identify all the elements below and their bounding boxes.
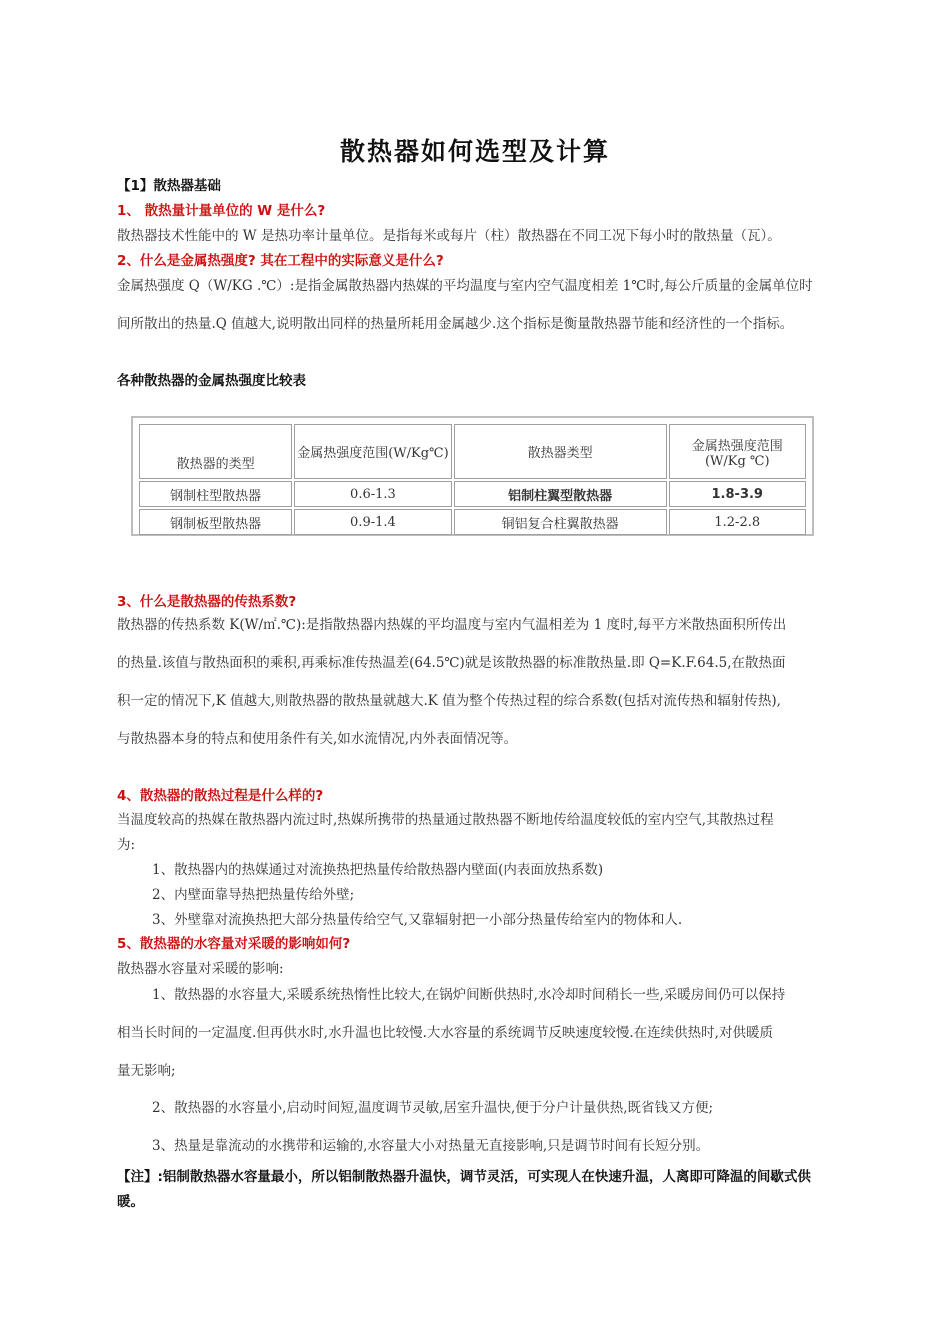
table-header-cell: 金属热强度范围(W/Kg℃)	[294, 424, 451, 479]
table-header-cell: 散热器的类型	[139, 424, 292, 479]
answer-5-intro: 散热器水容量对采暖的影响:	[117, 961, 284, 977]
table-cell: 1.2-2.8	[669, 509, 807, 535]
note-line: 【注】:铝制散热器水容量最小，所以铝制散热器升温快，调节灵活，可实现人在快速升温，人离即可降温的间歇式供	[117, 1169, 811, 1185]
question-3: 3、什么是散热器的传热系数?	[117, 594, 297, 610]
table-row	[139, 509, 806, 535]
note-line: 暖。	[117, 1194, 144, 1210]
table-caption: 各种散热器的金属热强度比较表	[117, 373, 306, 389]
answer-1: 散热器技术性能中的 W 是热功率计量单位。是指每米或每片（柱）散热器在不同工况下每小时的散热量（瓦）。	[117, 228, 781, 244]
table-cell: 铜铝复合柱翼散热器	[454, 509, 667, 535]
question-4: 4、散热器的散热过程是什么样的?	[117, 788, 324, 804]
answer-2-line: 金属热强度 Q（W/KG .℃）:是指金属散热器内热媒的平均温度与室内空气温度相差 1℃时,每公斤质量的金属单位时	[117, 278, 813, 294]
table-cell: 0.6-1.3	[294, 481, 451, 507]
answer-4-line: 当温度较高的热媒在散热器内流过时,热媒所携带的热量通过散热器不断地传给温度较低的室内空气,其散热过程	[117, 812, 774, 828]
question-5: 5、散热器的水容量对采暖的影响如何?	[117, 936, 351, 952]
question-1: 1、 散热量计量单位的 W 是什么?	[117, 203, 326, 219]
table-header-cell: 金属热强度范围(W/Kg ℃)	[669, 424, 807, 479]
list-item: 1、散热器的水容量大,采暖系统热惰性比较大,在锅炉间断供热时,水冷却时间稍长一些,采暖房间仍可以保持	[152, 987, 786, 1003]
comparison-table-frame	[131, 416, 814, 536]
answer-2-line: 间所散出的热量.Q 值越大,说明散出同样的热量所耗用金属越少.这个指标是衡量散热器节能和经济性的一个指标。	[117, 316, 794, 332]
answer-4-line: 为:	[117, 837, 136, 853]
answer-3-line: 与散热器本身的特点和使用条件有关,如水流情况,内外表面情况等。	[117, 731, 518, 747]
table-cell: 钢制板型散热器	[139, 509, 292, 535]
table-header-cell: 散热器类型	[454, 424, 667, 479]
list-item-continuation: 相当长时间的一定温度.但再供水时,水升温也比较慢.大水容量的系统调节反映速度较慢.在连续供热时,对供暖质	[117, 1025, 773, 1041]
table-header-row	[139, 424, 806, 479]
answer-3-line: 的热量.该值与散热面积的乘积,再乘标准传热温差(64.5℃)就是该散热器的标准散热量.即 Q=K.F.64.5,在散热面	[117, 655, 786, 671]
table-cell: 1.8-3.9	[669, 481, 807, 507]
list-item: 2、内壁面靠导热把热量传给外壁;	[152, 887, 355, 903]
list-item: 3、热量是靠流动的水携带和运输的,水容量大小对热量无直接影响,只是调节时间有长短分别。	[152, 1138, 710, 1154]
page-title: 散热器如何选型及计算	[339, 137, 610, 166]
list-item: 2、散热器的水容量小,启动时间短,温度调节灵敏,居室升温快,便于分户计量供热,既省钱又方便;	[152, 1100, 714, 1116]
comparison-table	[137, 422, 808, 537]
table-row	[139, 481, 806, 507]
list-item-continuation: 量无影响;	[117, 1063, 176, 1079]
answer-3-line: 散热器的传热系数 K(W/㎡.℃):是指散热器内热媒的平均温度与室内气温相差为 1 度时,每平方米散热面积所传出	[117, 617, 787, 633]
question-2: 2、什么是金属热强度? 其在工程中的实际意义是什么?	[117, 253, 444, 269]
table-cell: 铝制柱翼型散热器	[454, 481, 667, 507]
table-cell: 0.9-1.4	[294, 509, 451, 535]
list-item: 3、外壁靠对流换热把大部分热量传给空气,又靠辐射把一小部分热量传给室内的物体和人.	[152, 912, 683, 928]
answer-3-line: 积一定的情况下,K 值越大,则散热器的散热量就越大.K 值为整个传热过程的综合系数(包括对流传热和辐射传热),	[117, 693, 781, 709]
section-heading: 【1】散热器基础	[117, 178, 221, 194]
table-cell: 钢制柱型散热器	[139, 481, 292, 507]
list-item: 1、散热器内的热媒通过对流换热把热量传给散热器内壁面(内表面放热系数)	[152, 862, 604, 878]
